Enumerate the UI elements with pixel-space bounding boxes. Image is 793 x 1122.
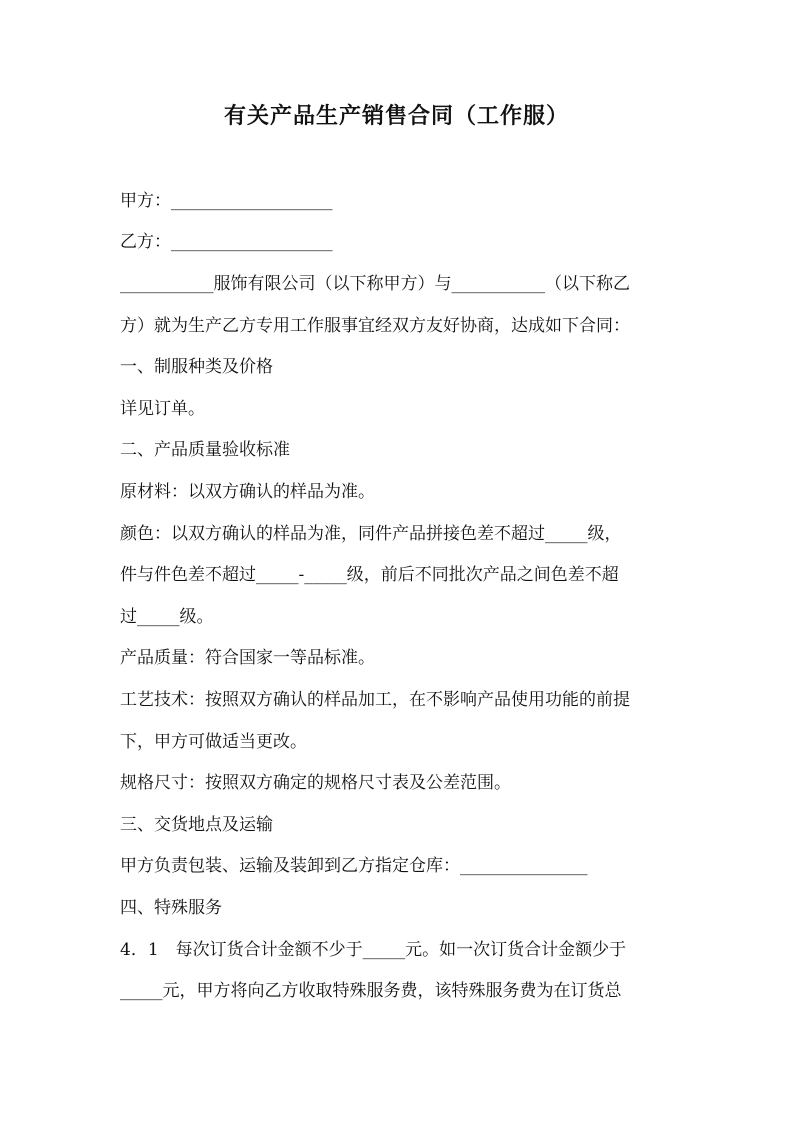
paragraph-line: 详见订单。: [120, 399, 205, 419]
intro-line-2: 方）就为生产乙方专用工作服事宜经双方友好协商，达成如下合同：: [120, 316, 630, 336]
paragraph-line: _____元，甲方将向乙方收取特殊服务费，该特殊服务费为在订货总: [120, 981, 622, 1001]
paragraph-line: 颜色：以双方确认的样品为准，同件产品拼接色差不超过_____级，: [120, 524, 622, 544]
party-a-line: 甲方：___________________: [120, 191, 333, 211]
paragraph-line: 过_____级。: [120, 607, 214, 627]
party-b-line: 乙方：___________________: [120, 232, 333, 252]
paragraph-line: 工艺技术：按照双方确认的样品加工，在不影响产品使用功能的前提: [120, 690, 630, 710]
paragraph-line: 规格尺寸：按照双方确定的规格尺寸表及公差范围。: [120, 773, 511, 793]
paragraph-line: 件与件色差不超过_____-_____级，前后不同批次产品之间色差不超: [120, 565, 619, 585]
section-heading-4: 四、特殊服务: [120, 898, 222, 918]
paragraph-line: 产品质量：符合国家一等品标准。: [120, 648, 375, 668]
paragraph-line: 甲方负责包装、运输及装卸到乙方指定仓库：_______________: [120, 856, 588, 876]
intro-line-1: ___________服饰有限公司（以下称甲方）与___________（以下称乙: [120, 274, 630, 294]
paragraph-line: 4．1 每次订货合计金额不少于_____元。如一次订货合计金额少于: [120, 940, 627, 960]
section-heading-2: 二、产品质量验收标准: [120, 440, 290, 460]
section-heading-3: 三、交货地点及运输: [120, 815, 273, 835]
paragraph-line: 原材料：以双方确认的样品为准。: [120, 482, 375, 502]
document-title: 有关产品生产销售合同（工作服）: [223, 103, 569, 129]
section-heading-1: 一、制服种类及价格: [120, 357, 273, 377]
paragraph-line: 下，甲方可做适当更改。: [120, 732, 307, 752]
